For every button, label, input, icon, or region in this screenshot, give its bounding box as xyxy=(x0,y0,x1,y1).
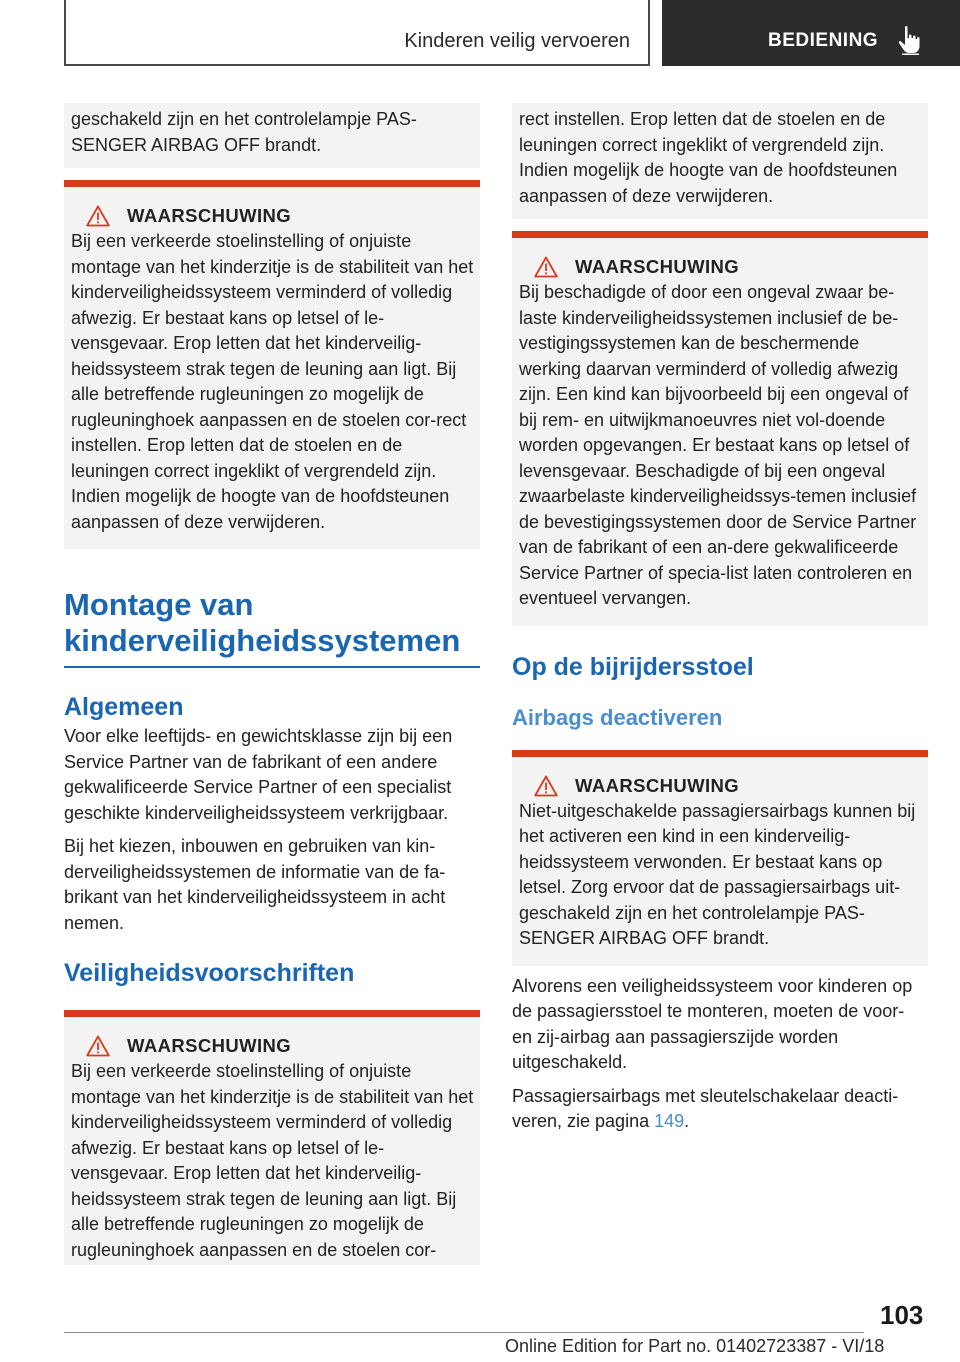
subheading-deactivate-airbags: Airbags deactiveren xyxy=(512,704,723,730)
warning-text: Bij een verkeerde stoelinstelling of onjuiste montage van het kinderzitje is de stabiliteit van het kinderveiligheidssysteem verminderd of volledig afwezig. Er bestaat kans op letsel of le-vensgevaar. Erop letten dat het kinderveilig-heidssysteem strak tegen de leuning aan ligt. Bij alle betreffende rugleuningen zo mogelijk de rugleuninghoek aanpassen en de stoelen cor-rect instellen. Erop letten dat de stoelen en de leuningen correct ingeklikt of vergrendeld zijn. Indien mogelijk de hoogte van de hoofdsteunen aanpassen of deze verwijderen. xyxy=(71,231,474,532)
header-frame xyxy=(64,0,650,66)
footer-edition: Online Edition for Part no. 01402723387 - VI/18 xyxy=(505,1336,885,1356)
warning-box xyxy=(64,180,480,549)
left-column xyxy=(64,103,480,1265)
paragraph-airbag-2-text: Passagiersairbags met sleutelschakelaar deacti-veren, zie pagina xyxy=(512,1085,899,1131)
continuation-box xyxy=(512,103,928,219)
warning-triangle-icon xyxy=(534,775,558,797)
hand-pointer-icon xyxy=(896,25,924,55)
chapter-heading: Montage van kinderveiligheidssystemen xyxy=(64,587,480,668)
paragraph-airbag-2 xyxy=(512,1084,928,1135)
warning-box xyxy=(512,750,928,966)
paragraph-airbag-1: Alvorens een veiligheidssysteem voor kinderen op de passagiersstoel te monteren, moeten de voor- en zij-airbag aan passagierszijde worden uitgeschakeld. xyxy=(512,975,913,1072)
page-link[interactable]: 149 xyxy=(654,1111,685,1131)
page-number: 103 xyxy=(880,1300,924,1330)
warning-box xyxy=(64,1010,480,1265)
paragraph-general-2: Bij het kiezen, inbouwen en gebruiken van kin-derveiligheidssystemen de informatie van de fa-brikant van het kinderveiligheidssysteem in acht nemen. xyxy=(64,836,446,933)
warning-header xyxy=(519,256,922,278)
subheading-passenger-seat: Op de bijrijdersstoel xyxy=(512,652,754,681)
warning-header xyxy=(71,1035,474,1057)
warning-title: WAARSCHUWING xyxy=(127,205,292,226)
warning-title: WAARSCHUWING xyxy=(575,256,740,277)
warning-triangle-icon xyxy=(86,205,110,227)
warning-triangle-icon xyxy=(86,1035,110,1057)
paragraph-general-1: Voor elke leeftijds- en gewichtsklasse zijn bij een Service Partner van de fabrikant of een andere gekwalificeerde Service Partner of een specialist geschikte kinderveiligheidssysteem verkrijgbaar. xyxy=(64,726,453,823)
warning-title: WAARSCHUWING xyxy=(127,1035,292,1056)
warning-header xyxy=(519,775,922,797)
warning-text: Bij een verkeerde stoelinstelling of onjuiste montage van het kinderzitje is de stabiliteit van het kinderveiligheidssysteem verminderd of volledig afwezig. Er bestaat kans op letsel of le-vensgevaar. Erop letten dat het kinderveilig-heidssysteem strak tegen de leuning aan ligt. Bij alle betreffende rugleuningen zo mogelijk de rugleuninghoek aanpassen en de stoelen cor- xyxy=(71,1061,474,1260)
chapter-tab-label: BEDIENING xyxy=(768,30,879,51)
warning-text: Bij beschadigde of door een ongeval zwaar be-laste kinderveiligheidssystemen inclusief de be-vestigingssystemen kan de beschermende werking daarvan verminderd of volledig afwezig zijn. Een kind kan bijvoorbeeld bij een ongeval of bij rem- en uitwijkmanoeuvres niet vol-doende worden opgevangen. Er bestaat kans op letsel of levensgevaar. Beschadigde of bij een ongeval zwaarbelaste kinderveiligheidssys-temen inclusief de bevestigingssystemen door de Service Partner van de fabrikant of een an-dere gekwalificeerde Service Partner of specia-list laten controleren en eventueel vervangen. xyxy=(519,282,917,608)
warning-header xyxy=(71,205,474,227)
right-column xyxy=(512,103,928,1135)
warning-triangle-icon xyxy=(534,256,558,278)
warning-text: Niet-uitgeschakelde passagiersairbags kunnen bij het activeren een kind in een kinderveilig-heidssysteem verwonden. Er bestaat kans op letsel. Zorg ervoor dat de passagiersairbags uit-geschakeld zijn en het controlelampje PAS-SENGER AIRBAG OFF brandt. xyxy=(519,800,916,948)
chapter-tab[interactable] xyxy=(662,0,960,66)
warning-title: WAARSCHUWING xyxy=(575,774,740,796)
warning-box xyxy=(512,231,928,626)
continuation-text: rect instellen. Erop letten dat de stoelen en de leuningen correct ingeklikt of vergrendeld zijn. Indien mogelijk de hoogte van de hoofdsteunen aanpassen of deze verwijderen. xyxy=(519,109,898,206)
continuation-box xyxy=(64,103,480,168)
subheading-general: Algemeen xyxy=(64,693,184,721)
section-title: Kinderen veilig vervoeren xyxy=(404,30,630,52)
subheading-safety: Veiligheidsvoorschriften xyxy=(64,959,355,987)
continuation-text: geschakeld zijn en het controlelampje PAS-SENGER AIRBAG OFF brandt. xyxy=(71,109,417,155)
footer-divider xyxy=(64,1332,864,1333)
paragraph-airbag-2-end: . xyxy=(684,1111,690,1131)
